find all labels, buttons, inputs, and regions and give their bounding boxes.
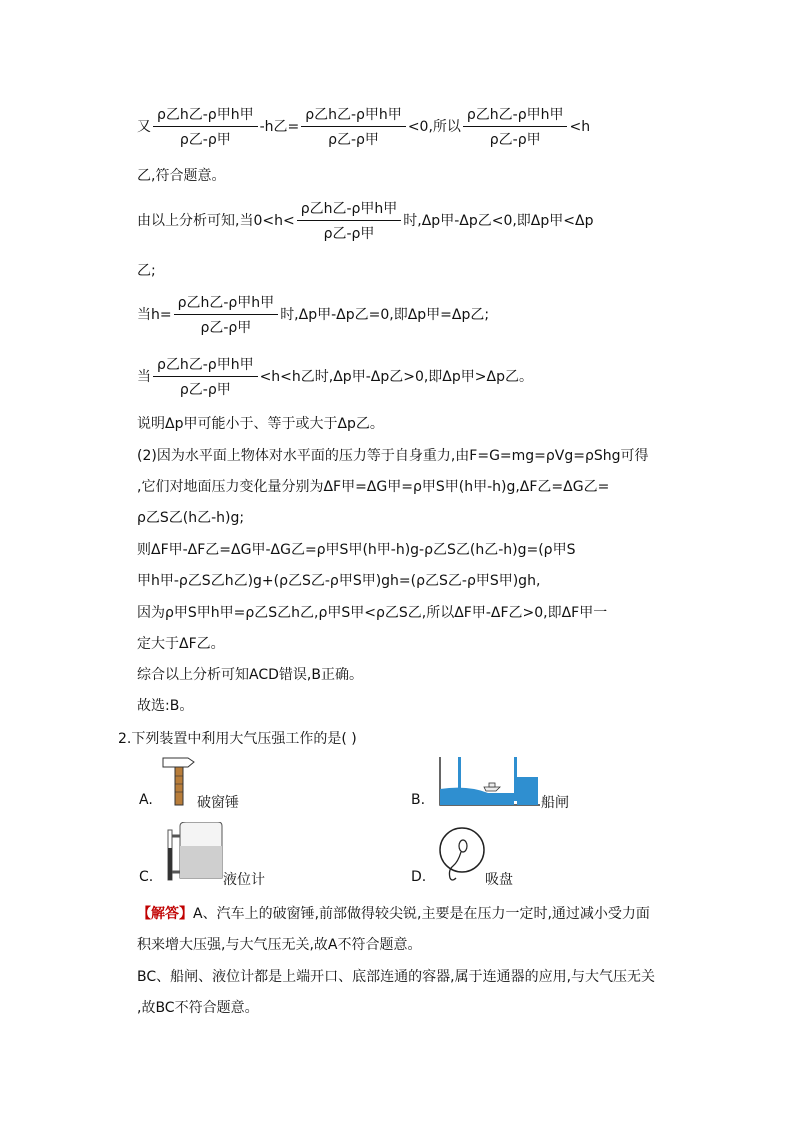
text-line: (2)因为水平面上物体对水平面的压力等于自身重力,由F=G=mg=ρVg=ρShg可得 bbox=[137, 448, 649, 464]
fraction-numerator: ρ乙h乙-ρ甲h甲 bbox=[174, 292, 279, 315]
option-b-letter[interactable]: B. bbox=[411, 792, 426, 808]
answer-line-1 bbox=[137, 904, 650, 924]
text: 当 bbox=[137, 368, 151, 385]
text: 时,Δp甲-Δp乙=0,即Δp甲=Δp乙; bbox=[280, 306, 490, 323]
text-line: ,它们对地面压力变化量分别为ΔF甲=ΔG甲=ρ甲S甲(h甲-h)g,ΔF乙=ΔG乙= bbox=[137, 479, 610, 495]
fraction bbox=[153, 354, 258, 399]
text-line: 乙,符合题意。 bbox=[137, 168, 226, 184]
text: 时,Δp甲-Δp乙<0,即Δp甲<Δp bbox=[403, 212, 594, 229]
text-line: 乙; bbox=[137, 263, 156, 279]
text: <h bbox=[569, 118, 591, 135]
question-stem: 2.下列装置中利用大气压强工作的是( ) bbox=[118, 731, 357, 747]
answer-line-2: 积来增大压强,与大气压无关,故A不符合题意。 bbox=[137, 937, 422, 953]
option-c-letter[interactable]: C. bbox=[139, 869, 154, 885]
text-line: 说明Δp甲可能小于、等于或大于Δp乙。 bbox=[137, 416, 384, 432]
suction-cup-icon bbox=[436, 826, 488, 886]
fraction-numerator: ρ乙h乙-ρ甲h甲 bbox=[463, 104, 568, 127]
hammer-icon bbox=[160, 754, 200, 808]
fraction-denominator: ρ乙-ρ甲 bbox=[489, 132, 541, 148]
option-d-label: 吸盘 bbox=[485, 872, 513, 888]
fraction bbox=[174, 292, 279, 337]
ship-lock-icon bbox=[438, 755, 542, 807]
equation-line-4 bbox=[137, 354, 533, 399]
fraction-numerator: ρ乙h乙-ρ甲h甲 bbox=[153, 354, 258, 377]
fraction-denominator: ρ乙-ρ甲 bbox=[179, 132, 231, 148]
fraction bbox=[153, 104, 258, 149]
text: -h乙= bbox=[259, 118, 300, 135]
option-d-letter[interactable]: D. bbox=[411, 869, 427, 885]
text-line: 故选:B。 bbox=[137, 698, 194, 714]
level-gauge-icon bbox=[160, 822, 226, 882]
fraction-numerator: ρ乙h乙-ρ甲h甲 bbox=[301, 104, 406, 127]
fraction-denominator: ρ乙-ρ甲 bbox=[179, 382, 231, 398]
fraction bbox=[463, 104, 568, 149]
text: <h<h乙时,Δp甲-Δp乙>0,即Δp甲>Δp乙。 bbox=[259, 368, 533, 385]
answer-line-4: ,故BC不符合题意。 bbox=[137, 1000, 259, 1016]
answer-line-3: BC、船闸、液位计都是上端开口、底部连通的容器,属于连通器的应用,与大气压无关 bbox=[137, 969, 656, 985]
text: <0,所以 bbox=[407, 118, 461, 135]
option-a-label: 破窗锤 bbox=[197, 795, 239, 811]
text-line: 综合以上分析可知ACD错误,B正确。 bbox=[137, 667, 363, 683]
fraction-denominator: ρ乙-ρ甲 bbox=[328, 132, 379, 148]
equation-line-2 bbox=[137, 198, 593, 243]
fraction-numerator: ρ乙h乙-ρ甲h甲 bbox=[153, 104, 258, 127]
option-b-label: 船闸 bbox=[541, 795, 569, 811]
fraction-numerator: ρ乙h乙-ρ甲h甲 bbox=[297, 198, 402, 221]
fraction bbox=[301, 104, 406, 149]
equation-line-1 bbox=[137, 104, 590, 149]
text-line: 则ΔF甲-ΔF乙=ΔG甲-ΔG乙=ρ甲S甲(h甲-h)g-ρ乙S乙(h乙-h)g=(ρ甲S bbox=[137, 542, 576, 558]
answer-tag: 【解答】 bbox=[137, 906, 193, 922]
text-line: ρ乙S乙(h乙-h)g; bbox=[137, 510, 245, 526]
text-line: 因为ρ甲S甲h甲=ρ乙S乙h乙,ρ甲S甲<ρ乙S乙,所以ΔF甲-ΔF乙>0,即ΔF甲一 bbox=[137, 605, 608, 621]
option-a-letter[interactable]: A. bbox=[139, 792, 153, 808]
text-line: 定大于ΔF乙。 bbox=[137, 636, 225, 652]
equation-line-3 bbox=[137, 292, 489, 337]
text-line: 甲h甲-ρ乙S乙h乙)g+(ρ乙S乙-ρ甲S甲)gh=(ρ乙S乙-ρ甲S甲)gh, bbox=[137, 573, 541, 589]
option-c-label: 液位计 bbox=[223, 872, 265, 888]
fraction bbox=[297, 198, 402, 243]
text: 当h= bbox=[137, 306, 172, 323]
text: 由以上分析可知,当0<h< bbox=[137, 212, 295, 229]
fraction-denominator: ρ乙-ρ甲 bbox=[323, 226, 375, 242]
answer-text: A、汽车上的破窗锤,前部做得较尖锐,主要是在压力一定时,通过减小受力面 bbox=[193, 906, 650, 922]
text: 又 bbox=[137, 118, 151, 135]
fraction-denominator: ρ乙-ρ甲 bbox=[200, 320, 252, 336]
